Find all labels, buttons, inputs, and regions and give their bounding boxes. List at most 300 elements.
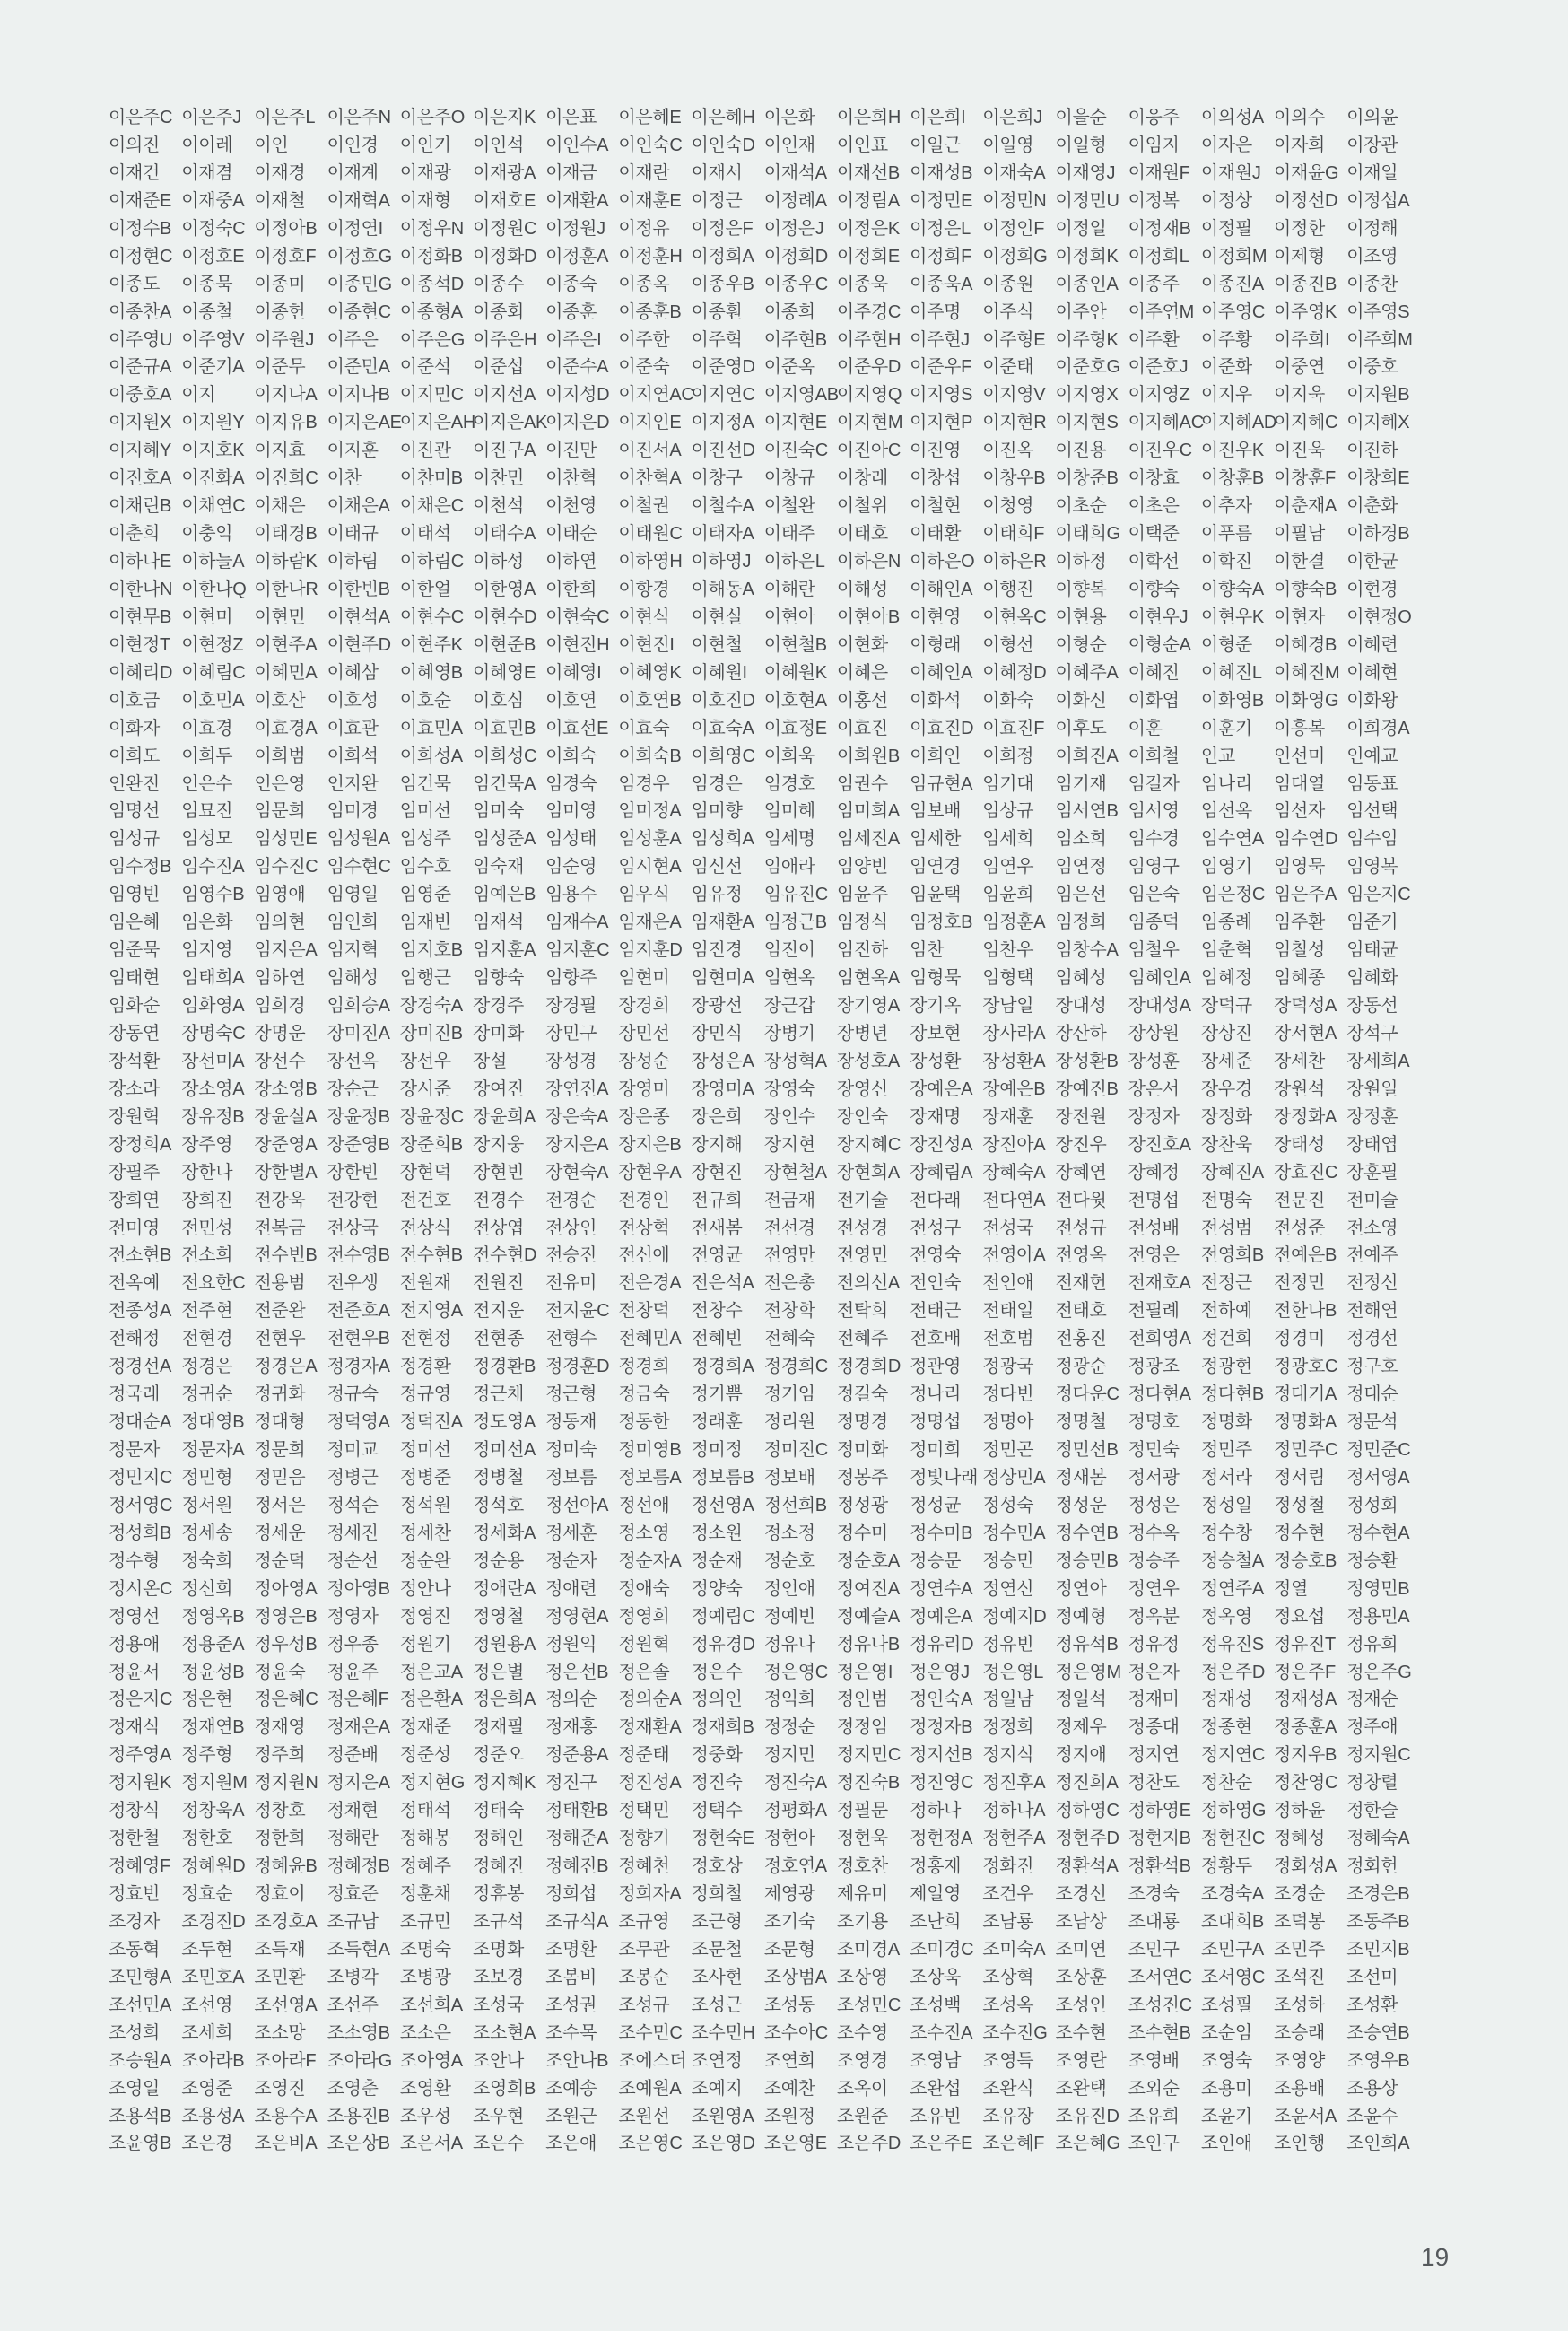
name-cell: 이진영 (910, 441, 962, 461)
name-cell: 이재호E (472, 190, 536, 211)
name-cell: 정승호B (1274, 1550, 1337, 1571)
name-cell: 장영미A (691, 1078, 754, 1099)
name-cell: 이현수C (399, 607, 464, 627)
name-cell: 정혜원D (181, 1856, 246, 1877)
name-cell: 이준숙 (618, 357, 670, 378)
name-cell: 정보름B (691, 1467, 754, 1488)
name-cell: 이주원J (254, 329, 315, 350)
name-cell: 정진숙A (763, 1773, 827, 1794)
name-cell: 이종진A (1200, 274, 1264, 294)
name-cell: 전지윤C (545, 1301, 610, 1322)
name-cell: 장한별A (254, 1162, 318, 1183)
name-cell: 정진성A (618, 1773, 682, 1794)
name-cell: 장주영 (181, 1134, 233, 1155)
name-cell: 임태균 (1346, 940, 1398, 961)
name-cell: 이지훈 (327, 441, 379, 461)
name-cell: 조성민C (836, 1995, 902, 2015)
name-cell: 임나리 (1200, 773, 1252, 794)
name-cell: 장선우 (399, 1051, 451, 1071)
name-cell: 임정근B (763, 912, 827, 933)
name-cell: 이지현S (1055, 413, 1119, 433)
name-cell: 이정상 (1200, 190, 1252, 211)
name-cell: 정옥분 (1128, 1606, 1180, 1627)
name-cell: 조명화 (472, 1939, 524, 1960)
name-cell: 정문석 (1346, 1412, 1398, 1433)
name-cell: 이주영S (1346, 301, 1410, 322)
name-cell: 정선희B (763, 1495, 827, 1515)
name-cell: 정대영B (181, 1412, 245, 1433)
name-cell: 조상욱 (910, 1967, 962, 1987)
name-cell: 이화숙 (982, 690, 1034, 711)
name-cell: 정민형 (181, 1467, 233, 1488)
name-cell: 정경훈D (545, 1357, 610, 1377)
name-cell: 정유진S (1200, 1634, 1264, 1654)
name-cell: 정현진C (1200, 1829, 1266, 1849)
name-cell: 정지민 (763, 1745, 815, 1766)
name-cell: 이현수D (472, 607, 537, 627)
name-cell: 장인수 (763, 1106, 815, 1127)
name-cell: 전은석A (691, 1273, 754, 1294)
name-cell: 정다현A (1128, 1384, 1191, 1405)
name-cell: 이혜영E (472, 662, 536, 683)
name-cell: 정연신 (982, 1578, 1034, 1599)
name-cell: 이해성 (836, 579, 888, 599)
name-cell: 정태숙 (472, 1801, 524, 1821)
name-cell: 조규식A (545, 1911, 609, 1932)
name-cell: 장영미 (618, 1078, 670, 1099)
name-cell: 이정은L (910, 218, 971, 239)
name-cell: 정예지D (982, 1606, 1047, 1627)
name-cell: 이은주L (254, 108, 316, 127)
name-cell: 이창우B (982, 468, 1046, 489)
name-cell: 장여진 (472, 1078, 524, 1099)
name-cell: 정영옥B (181, 1606, 245, 1627)
name-cell: 정준오 (472, 1745, 524, 1766)
name-cell: 이진호A (109, 468, 172, 489)
name-cell: 조무관 (618, 1939, 670, 1960)
name-cell: 정향기 (618, 1829, 670, 1849)
name-cell: 임미희A (836, 801, 900, 822)
name-cell: 이종인A (1055, 274, 1119, 294)
name-cell: 이호현A (763, 690, 827, 711)
name-cell: 정새봄 (1055, 1467, 1107, 1488)
name-cell: 정정순 (763, 1717, 815, 1738)
name-cell: 정믿음 (254, 1467, 306, 1488)
name-cell: 이하나E (109, 552, 172, 572)
name-cell: 전준완 (254, 1301, 306, 1322)
name-cell: 이준우F (910, 357, 972, 378)
name-cell: 장진호A (1128, 1134, 1191, 1155)
name-cell: 정택민 (618, 1801, 670, 1821)
name-cell: 임현옥A (836, 968, 900, 989)
name-cell: 이훈기 (1200, 718, 1252, 738)
name-cell: 이하은N (836, 552, 902, 572)
name-cell: 임연경 (910, 857, 962, 877)
name-cell: 이지우 (1200, 385, 1252, 406)
name-cell: 정소원 (691, 1523, 743, 1543)
name-cell: 정순선 (327, 1550, 379, 1571)
name-cell: 임동표 (1346, 773, 1398, 794)
name-cell: 이종석D (399, 274, 464, 294)
name-cell: 조상훈 (1055, 1967, 1107, 1987)
name-cell: 임진이 (763, 940, 815, 961)
name-cell: 전강현 (327, 1190, 379, 1210)
name-cell: 정해란 (327, 1829, 379, 1849)
name-cell: 이임지 (1128, 135, 1180, 155)
name-cell: 이향숙 (1128, 579, 1180, 599)
name-cell: 정대형 (254, 1412, 306, 1433)
page-number: 19 (1421, 2243, 1450, 2271)
name-cell: 이창규 (763, 468, 815, 489)
name-cell: 이정훈H (618, 246, 683, 266)
name-cell: 임행근 (399, 968, 451, 989)
name-cell: 장성호A (836, 1051, 900, 1071)
name-cell: 이춘화 (1346, 496, 1398, 517)
name-cell: 장동선 (1346, 996, 1398, 1016)
name-cell: 조소은 (399, 2022, 451, 2043)
name-cell: 전성경 (836, 1218, 888, 1238)
name-cell: 전태근 (910, 1301, 962, 1322)
name-cell: 정광국 (982, 1357, 1034, 1377)
name-cell: 조수목 (545, 2022, 597, 2043)
name-cell: 장대성 (1055, 996, 1107, 1016)
name-cell: 이효선E (545, 718, 609, 738)
name-cell: 전영옥 (1055, 1245, 1107, 1266)
name-cell: 이진관 (399, 441, 451, 461)
name-cell: 조경숙 (1128, 1884, 1180, 1904)
name-cell: 이택준 (1128, 524, 1180, 545)
name-cell: 임숙재 (472, 857, 524, 877)
name-cell: 정건희 (1200, 1329, 1252, 1349)
name-cell: 이희영C (691, 746, 755, 766)
name-cell: 이하영J (691, 552, 752, 572)
name-cell: 이장관 (1346, 135, 1398, 155)
name-cell: 정유리D (910, 1634, 974, 1654)
name-cell: 임수정B (109, 857, 172, 877)
name-cell: 이진우K (1200, 441, 1264, 461)
name-cell: 장지웅 (472, 1134, 524, 1155)
name-cell: 정경자A (327, 1357, 390, 1377)
name-cell: 조은경 (181, 2134, 233, 2154)
name-cell: 조경선 (1055, 1884, 1107, 1904)
name-cell: 정숙희 (181, 1550, 233, 1571)
name-cell: 이재원F (1128, 162, 1190, 183)
name-cell: 정경환 (399, 1357, 451, 1377)
name-cell: 정혜진 (472, 1856, 524, 1877)
name-cell: 정리원 (763, 1412, 815, 1433)
name-cell: 임성훈A (618, 829, 682, 850)
name-cell: 조유진D (1055, 2106, 1119, 2126)
name-cell: 전소현B (109, 1245, 172, 1266)
name-cell: 이지나B (327, 385, 390, 406)
name-cell: 장혜정 (1128, 1162, 1180, 1183)
name-cell: 정하영G (1200, 1801, 1267, 1821)
name-cell: 장현진 (691, 1162, 743, 1183)
name-cell: 임영기 (1200, 857, 1252, 877)
name-cell: 이홍선 (836, 690, 888, 711)
name-cell: 이찬혁 (545, 468, 597, 489)
name-cell: 정수현 (1274, 1523, 1326, 1543)
name-cell: 정시온C (109, 1578, 173, 1599)
name-cell: 이혜원I (691, 662, 747, 683)
name-cell: 정은혜F (327, 1689, 389, 1710)
name-cell: 전승진 (545, 1245, 597, 1266)
name-cell: 이혜경B (1274, 634, 1337, 655)
name-cell: 장정화A (1274, 1106, 1337, 1127)
name-cell: 장원석 (1274, 1078, 1326, 1099)
name-cell: 조은혜G (1055, 2134, 1120, 2154)
name-cell: 이은희I (910, 108, 966, 127)
name-cell: 장미진B (399, 1023, 463, 1043)
name-cell: 정혜성 (1274, 1829, 1326, 1849)
name-cell: 조보경 (472, 1967, 524, 1987)
name-cell: 이혜련 (1346, 634, 1398, 655)
name-cell: 정정희 (982, 1717, 1034, 1738)
name-cell: 정길숙 (836, 1384, 888, 1405)
name-cell: 장영숙 (763, 1078, 815, 1099)
name-cell: 장태성 (1274, 1134, 1326, 1155)
name-cell: 이한희 (545, 579, 597, 599)
name-cell: 조성규 (618, 1995, 670, 2015)
name-cell: 조수영 (836, 2022, 888, 2043)
name-cell: 정종현 (1200, 1717, 1252, 1738)
name-cell: 조용석B (109, 2106, 172, 2126)
name-cell: 이현실 (691, 607, 743, 627)
name-cell: 이재광 (399, 162, 451, 183)
name-cell: 장희진 (181, 1190, 233, 1210)
name-cell: 전성범 (1200, 1218, 1252, 1238)
name-cell: 임태현 (109, 968, 161, 989)
name-cell: 정영은B (254, 1606, 318, 1627)
name-cell: 이하람K (254, 552, 318, 572)
name-cell: 정나리 (910, 1384, 962, 1405)
name-cell: 이재금 (545, 162, 597, 183)
name-cell: 전해연 (1346, 1301, 1398, 1322)
name-cell: 이철위 (836, 496, 888, 517)
name-cell: 이진욱 (1274, 441, 1326, 461)
name-cell: 이자희 (1274, 135, 1326, 155)
name-cell: 조우성 (399, 2106, 451, 2126)
name-cell: 장혜진A (1200, 1162, 1264, 1183)
name-cell: 임지훈D (618, 940, 683, 961)
name-cell: 이호연B (618, 690, 682, 711)
name-cell: 이의진 (109, 135, 161, 155)
name-cell: 장현빈 (472, 1162, 524, 1183)
name-cell: 정은영L (982, 1662, 1044, 1682)
name-cell: 이지영Z (1128, 385, 1190, 406)
name-cell: 전형수 (545, 1329, 597, 1349)
name-cell: 장세희A (1346, 1051, 1410, 1071)
name-cell: 정예형 (1055, 1606, 1107, 1627)
name-cell: 이필남 (1274, 524, 1326, 545)
name-cell: 이진구A (472, 441, 536, 461)
name-cell: 전의선A (836, 1273, 900, 1294)
name-cell: 정규숙 (327, 1384, 379, 1405)
name-cell: 이하연 (545, 552, 597, 572)
name-cell: 이현우J (1128, 607, 1189, 627)
name-cell: 장윤실A (254, 1106, 318, 1127)
name-cell: 이혜진M (1274, 662, 1340, 683)
name-cell: 이현철 (691, 634, 743, 655)
name-cell: 조경자 (109, 1911, 161, 1932)
name-cell: 정덕영A (327, 1412, 390, 1433)
name-cell: 조원정 (763, 2106, 815, 2126)
name-cell: 조원근 (545, 2106, 597, 2126)
name-cell: 장산하 (1055, 1023, 1107, 1043)
name-cell: 정미정 (691, 1440, 743, 1460)
name-cell: 정순호A (836, 1550, 900, 1571)
name-cell: 정승민 (982, 1550, 1034, 1571)
name-cell: 임연정 (1055, 857, 1107, 877)
name-cell: 임윤택 (910, 885, 962, 905)
name-cell: 정효빈 (109, 1884, 161, 1904)
name-cell: 이현민 (254, 607, 306, 627)
name-cell: 정다운C (1055, 1384, 1119, 1405)
name-cell: 이주은 (327, 329, 379, 350)
name-cell: 조예지 (691, 2078, 743, 2099)
name-cell: 이효진D (910, 718, 974, 738)
name-cell: 정혜정B (327, 1856, 390, 1877)
name-cell: 정혜윤B (254, 1856, 318, 1877)
name-cell: 이지 (181, 385, 216, 406)
name-cell: 이향숙A (1200, 579, 1264, 599)
name-cell: 정은영I (836, 1662, 893, 1682)
name-cell: 장혜숙A (982, 1162, 1046, 1183)
name-cell: 장한빈 (327, 1162, 379, 1183)
name-cell: 조민구A (1200, 1939, 1264, 1960)
name-cell: 이효경 (181, 718, 233, 738)
name-cell: 장현희A (836, 1162, 900, 1183)
name-cell: 정환석B (1128, 1856, 1191, 1877)
name-cell: 이효정E (763, 718, 827, 738)
name-cell: 임지훈C (545, 940, 610, 961)
name-cell: 이현경 (1346, 579, 1398, 599)
name-cell: 이준기A (181, 357, 245, 378)
name-cell: 임수진A (181, 857, 245, 877)
name-cell: 정진영C (910, 1773, 974, 1794)
name-cell: 이호산 (254, 690, 306, 711)
name-cell: 이희숙 (545, 746, 597, 766)
name-cell: 조규민 (399, 1911, 451, 1932)
name-cell: 임양빈 (836, 857, 888, 877)
name-cell: 이재원J (1200, 162, 1261, 183)
name-cell: 임신선 (691, 857, 743, 877)
name-cell: 이정민E (910, 190, 973, 211)
name-cell: 정보름 (545, 1467, 597, 1488)
name-cell: 정경희C (763, 1357, 828, 1377)
name-cell: 임재석 (472, 912, 524, 933)
name-cell: 정규영 (399, 1384, 451, 1405)
name-cell: 이재란 (618, 162, 670, 183)
name-cell: 제영광 (763, 1884, 815, 1904)
name-cell: 장희연 (109, 1190, 161, 1210)
name-cell: 이재훈E (618, 190, 682, 211)
name-cell: 임혜인A (1128, 968, 1191, 989)
name-cell: 조성백 (910, 1995, 962, 2015)
name-cell: 정회헌 (1346, 1856, 1398, 1877)
name-cell: 이정희L (1128, 246, 1189, 266)
name-cell: 조상범A (763, 1967, 827, 1987)
name-cell: 조은주D (836, 2134, 902, 2154)
name-cell: 이준수A (545, 357, 609, 378)
name-cell: 이지민C (399, 385, 464, 406)
name-cell: 이종헌 (254, 301, 306, 322)
name-cell: 임예은B (472, 885, 536, 905)
name-cell: 조연정 (691, 2050, 743, 2071)
name-cell: 전인애 (982, 1273, 1034, 1294)
name-cell: 이하경B (1346, 524, 1410, 545)
name-cell: 조문형 (763, 1939, 815, 1960)
name-cell: 정현숙E (691, 1829, 754, 1849)
name-cell: 조은애 (545, 2134, 597, 2154)
name-cell: 이정연I (327, 218, 383, 239)
name-cell: 임화순 (109, 996, 161, 1016)
name-cell: 정준용A (545, 1745, 609, 1766)
name-cell: 정재식 (109, 1717, 161, 1738)
name-cell: 정인범 (836, 1689, 888, 1710)
name-cell: 이종훤 (691, 301, 743, 322)
name-cell: 이화엽 (1128, 690, 1180, 711)
name-cell: 조유희 (1128, 2106, 1180, 2126)
name-cell: 정미교 (327, 1440, 379, 1460)
name-cell: 임형택 (982, 968, 1034, 989)
name-cell: 임규현A (910, 773, 973, 794)
name-cell: 장진성A (910, 1134, 973, 1155)
name-cell: 이준화 (1200, 357, 1252, 378)
name-cell: 이혜리D (109, 662, 173, 683)
name-cell: 이하영H (618, 552, 683, 572)
name-cell: 정영현A (545, 1606, 609, 1627)
name-cell: 정광현 (1200, 1357, 1252, 1377)
name-cell: 정신희 (181, 1578, 233, 1599)
name-cell: 임철우 (1128, 940, 1180, 961)
name-cell: 장전원 (1055, 1106, 1107, 1127)
name-cell: 이준영D (691, 357, 755, 378)
name-cell: 이효진 (836, 718, 888, 738)
name-cell: 조승래 (1274, 2022, 1326, 2043)
name-cell: 정성은 (1128, 1495, 1180, 1515)
name-cell: 조병각 (327, 1967, 379, 1987)
name-cell: 이준태 (982, 357, 1034, 378)
name-cell: 이창효 (1128, 468, 1180, 489)
name-cell: 정광순 (1055, 1357, 1107, 1377)
name-cell: 정은환A (399, 1689, 463, 1710)
name-cell: 전기술 (836, 1190, 888, 1210)
name-cell: 장정자 (1128, 1106, 1180, 1127)
name-cell: 이종진B (1274, 274, 1337, 294)
name-cell: 정명섭 (910, 1412, 962, 1433)
name-cell: 정종훈A (1274, 1717, 1337, 1738)
name-cell: 임유진C (763, 885, 828, 905)
name-cell: 조은영D (691, 2134, 755, 2154)
name-cell: 장시준 (399, 1078, 451, 1099)
name-cell: 정은영C (763, 1662, 828, 1682)
name-cell: 정하윤 (1274, 1801, 1326, 1821)
name-cell: 이지영S (910, 385, 973, 406)
name-cell: 이정희F (910, 246, 972, 266)
name-cell: 임정훈A (982, 912, 1046, 933)
name-cell: 조경호A (254, 1911, 318, 1932)
name-cell: 이태원C (618, 524, 683, 545)
name-cell: 이혜정D (982, 662, 1047, 683)
name-cell: 전명섭 (1128, 1190, 1180, 1210)
name-cell: 임준묵 (109, 940, 161, 961)
name-cell: 조수진A (910, 2022, 973, 2043)
name-cell: 이재철 (254, 190, 306, 211)
name-cell: 이주한 (618, 329, 670, 350)
name-cell: 조용수A (254, 2106, 318, 2126)
name-cell: 이은주O (399, 108, 466, 127)
